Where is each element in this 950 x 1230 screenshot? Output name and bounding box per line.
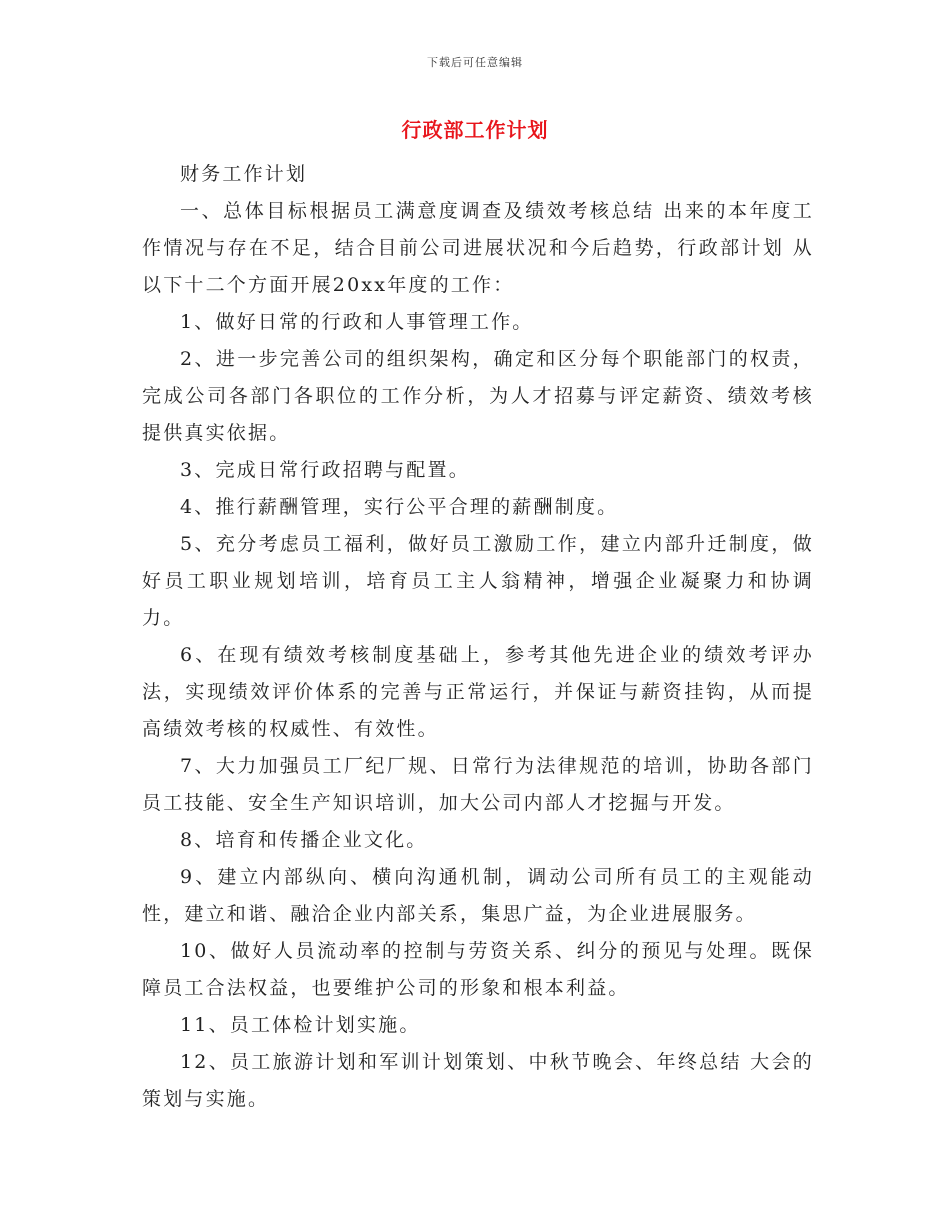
list-item-10: 10、做好人员流动率的控制与劳资关系、纠分的预见与处理。既保障员工合法权益，也要维护公司的形象和根本利益。 [142, 940, 814, 999]
section-heading: 财务工作计划 [180, 163, 308, 185]
paragraph-overall-goal: 一、总体目标根据员工满意度调查及绩效考核总结 出来的本年度工作情况与存在不足，结合目前公司进展状况和今后趋势，行政部计划 从以下十二个方面开展20xx年度的工作： [142, 200, 814, 296]
list-item-1: 1、做好日常的行政和人事管理工作。 [180, 311, 534, 333]
list-item-6: 6、在现有绩效考核制度基础上，参考其他先进企业的绩效考评办法，实现绩效评价体系的完善与正常运行，并保证与薪资挂钩，从而提高绩效考核的权威性、有效性。 [142, 644, 814, 740]
list-item-8: 8、培育和传播企业文化。 [180, 829, 428, 851]
list-item-4: 4、推行薪酬管理，实行公平合理的薪酬制度。 [180, 496, 619, 518]
list-item-2: 2、进一步完善公司的组织架构，确定和区分每个职能部门的权责，完成公司各部门各职位的工作分析，为人才招募与评定薪资、绩效考核提供真实依据。 [142, 348, 814, 444]
document-title: 行政部工作计划 [401, 118, 549, 142]
list-item-3: 3、完成日常行政招聘与配置。 [180, 459, 470, 481]
list-item-7: 7、大力加强员工厂纪厂规、日常行为法律规范的培训，协助各部门员工技能、安全生产知识培训，加大公司内部人才挖掘与开发。 [142, 755, 814, 814]
list-item-9: 9、建立内部纵向、横向沟通机制，调动公司所有员工的主观能动性，建立和谐、融洽企业内部关系，集思广益，为企业进展服务。 [142, 866, 814, 925]
document-body [142, 156, 814, 1118]
list-item-5: 5、充分考虑员工福利，做好员工激励工作，建立内部升迁制度，做好员工职业规划培训，培育员工主人翁精神，增强企业凝聚力和协调力。 [142, 533, 814, 629]
list-item-12: 12、员工旅游计划和军训计划策划、中秋节晚会、年终总结 大会的策划与实施。 [142, 1051, 814, 1110]
header-note: 下载后可任意编辑 [427, 56, 523, 69]
list-item-11: 11、员工体检计划实施。 [180, 1014, 421, 1036]
